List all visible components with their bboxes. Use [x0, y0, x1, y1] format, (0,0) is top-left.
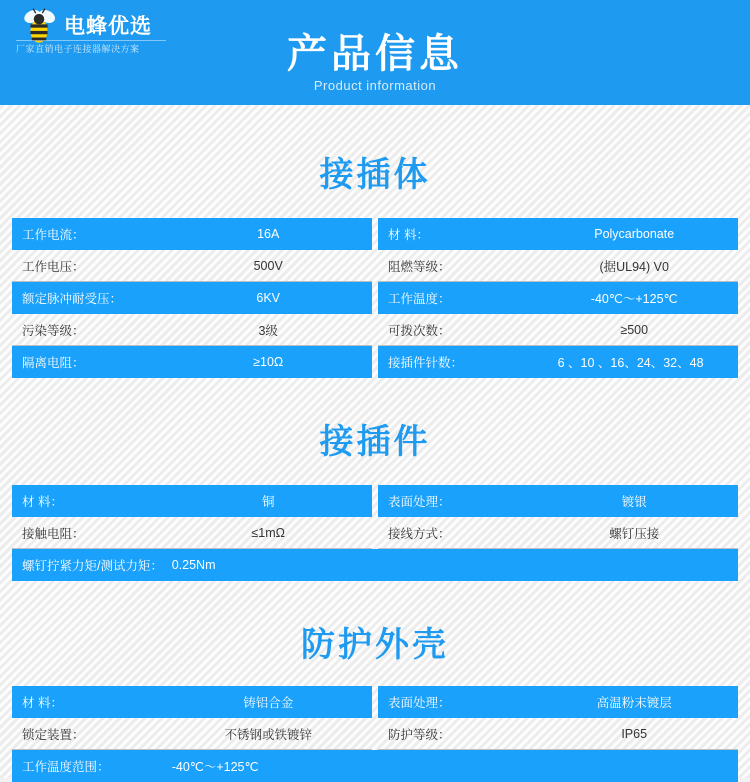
row-label: 螺钉拧紧力矩/测试力矩：	[22, 559, 163, 573]
table-row	[12, 346, 372, 378]
page-title: 产品信息	[287, 31, 463, 77]
row-value: 铸铝合金	[243, 696, 294, 710]
row-label: 材 料：	[22, 696, 63, 710]
row-value: 螺钉压接	[609, 526, 660, 541]
section-connector-body	[0, 105, 750, 378]
row-label: 接插件针数：	[388, 356, 464, 370]
table-row	[12, 250, 372, 282]
row-label: 工作电压：	[22, 259, 85, 274]
row-label: 污染等级：	[22, 323, 85, 338]
section-title: 防护外壳	[301, 625, 449, 665]
table-row	[12, 549, 738, 581]
row-value: 6KV	[256, 291, 281, 305]
section-protective-housing	[0, 581, 750, 782]
spec-column-left	[12, 485, 372, 549]
table-row	[378, 218, 738, 250]
page-subtitle: Product information	[313, 78, 437, 93]
row-label: 材 料：	[22, 495, 63, 509]
row-value: ≥10Ω	[253, 355, 284, 369]
table-row	[12, 750, 738, 782]
row-label: 接线方式：	[388, 526, 451, 541]
row-label: 隔离电阻：	[22, 356, 85, 370]
spec-table	[12, 485, 738, 549]
row-label: 阻燃等级：	[388, 259, 451, 274]
table-row	[378, 718, 738, 750]
row-value: 16A	[257, 227, 280, 241]
row-value: 镀银	[621, 495, 647, 509]
row-value: -40℃～+125℃	[590, 292, 678, 306]
row-value: 6 、10 、16、24、32、48	[557, 356, 704, 370]
spec-column-left	[12, 218, 372, 378]
brand-tagline: 厂家直销电子连接器解决方案	[16, 44, 140, 54]
row-value: Polycarbonate	[594, 227, 675, 241]
table-row	[378, 282, 738, 314]
row-label: 材 料：	[388, 228, 429, 242]
table-row	[378, 485, 738, 517]
row-label: 工作温度：	[388, 292, 451, 306]
row-value: ≥500	[620, 322, 649, 337]
row-value: 0.25Nm	[171, 558, 216, 572]
row-label: 防护等级：	[388, 727, 451, 742]
table-row	[378, 346, 738, 378]
row-value: 高温粉末镀层	[596, 696, 672, 710]
table-row	[12, 218, 372, 250]
table-row	[12, 314, 372, 346]
row-label: 额定脉冲耐受压：	[22, 292, 123, 306]
spec-column-right	[378, 485, 738, 549]
row-value: IP65	[621, 726, 648, 741]
spec-table	[12, 686, 738, 750]
table-row	[378, 517, 738, 549]
row-label: 表面处理：	[388, 696, 451, 710]
row-value: (据UL94) V0	[599, 259, 669, 274]
table-row	[12, 517, 372, 549]
spec-column-full	[12, 549, 738, 581]
table-row	[378, 686, 738, 718]
spec-column-right	[378, 218, 738, 378]
section-connector-insert	[0, 378, 750, 581]
row-value: 500V	[253, 258, 283, 273]
spec-table-full	[12, 549, 738, 581]
spec-table-full	[12, 750, 738, 782]
row-label: 工作温度范围：	[22, 760, 110, 774]
table-row	[378, 314, 738, 346]
table-row	[12, 718, 372, 750]
row-label: 可拨次数：	[388, 323, 451, 338]
table-row	[12, 282, 372, 314]
row-value: ≤1mΩ	[251, 525, 285, 540]
spec-column-full	[12, 750, 738, 782]
row-label: 表面处理：	[388, 495, 451, 509]
section-title: 接插体	[319, 155, 431, 195]
row-value: 3级	[258, 323, 278, 338]
spec-column-left	[12, 686, 372, 750]
table-row	[12, 485, 372, 517]
row-label: 接触电阻：	[22, 526, 85, 541]
row-label: 工作电流：	[22, 228, 85, 242]
page-header	[0, 0, 750, 105]
table-row	[12, 686, 372, 718]
spec-column-right	[378, 686, 738, 750]
row-value: 铜	[261, 495, 275, 509]
section-title: 接插件	[319, 422, 431, 462]
row-value: -40℃～+125℃	[171, 760, 259, 774]
brand-name: 电蜂优选	[64, 15, 152, 38]
row-value: 不锈钢或铁镀锌	[224, 727, 312, 742]
spec-table	[12, 218, 738, 378]
row-label: 锁定装置：	[22, 727, 85, 742]
table-row	[378, 250, 738, 282]
